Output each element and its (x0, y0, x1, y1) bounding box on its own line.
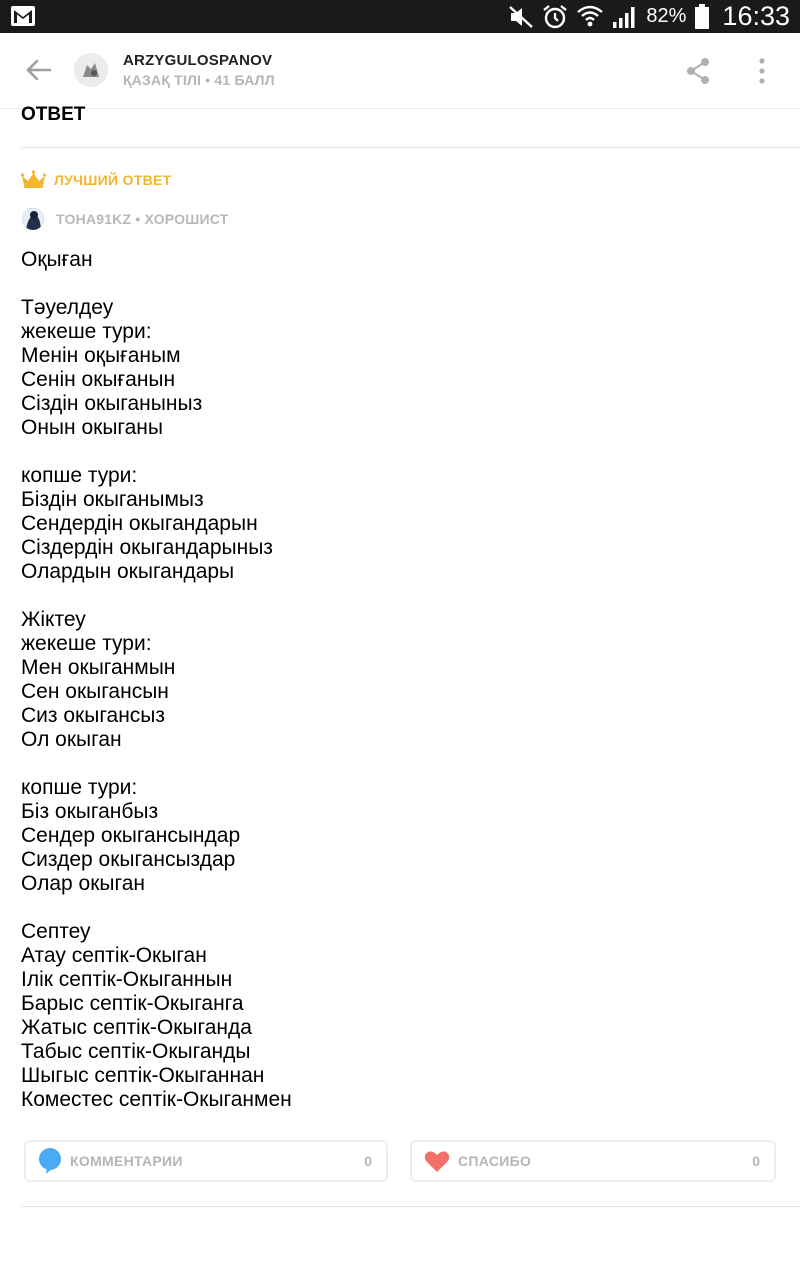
gmail-icon (11, 6, 35, 26)
answer-line: Сендер окыгансындар (21, 824, 241, 847)
battery-icon (694, 4, 710, 30)
answer-line: Олар окыган (21, 872, 145, 895)
answer-line: Сен окыгансын (21, 680, 169, 703)
answer-section-title: ОТВЕТ (21, 104, 86, 125)
divider (21, 147, 800, 148)
answer-line: Біздін окыганымыз (21, 488, 204, 511)
back-arrow-icon[interactable] (24, 58, 52, 82)
mute-icon (508, 5, 534, 29)
answer-line: копше тури: (21, 464, 138, 487)
answer-line: Олардын окыгандары (21, 560, 235, 583)
answer-line: Табыс септік-Окыганды (21, 1040, 251, 1063)
answer-line: Септеу (21, 920, 91, 943)
answer-blank-line (21, 272, 781, 296)
answer-line: Онын окыганы (21, 416, 163, 439)
answer-line: Оқыған (21, 248, 93, 271)
battery-percent: 82% (646, 5, 687, 27)
best-answer-badge (21, 168, 172, 192)
best-answer-label: ЛУЧШИЙ ОТВЕТ (54, 172, 172, 188)
answer-line: Сіздердін окыгандарыныз (21, 536, 273, 559)
answer-line: Шыгыс септік-Окыганнан (21, 1064, 265, 1087)
answer-blank-line (21, 584, 781, 608)
crown-icon (21, 170, 46, 190)
answer-line: Сиздер окыгансыздар (21, 848, 236, 871)
share-icon[interactable] (685, 57, 711, 85)
answer-line: Ол окыган (21, 728, 122, 751)
answer-line: Мен окыганмын (21, 656, 176, 679)
answer-line: Сіздін окыганыныз (21, 392, 203, 415)
thanks-count: 0 (752, 1153, 760, 1169)
answer-line: Жіктеу (21, 608, 86, 631)
answer-blank-line (21, 896, 781, 920)
thanks-button[interactable] (410, 1140, 776, 1182)
signal-icon (612, 5, 638, 29)
answer-line: Тәуелдеу (21, 296, 114, 319)
answer-line: копше тури: (21, 776, 138, 799)
comments-button[interactable] (24, 1140, 388, 1182)
answer-line: Біз окыганбыз (21, 800, 159, 823)
answer-line: Сиз окыгансыз (21, 704, 166, 727)
answer-line: Атау септік-Окыган (21, 944, 207, 967)
answer-author[interactable] (22, 207, 228, 231)
answer-line: Жатыс септік-Окыганда (21, 1016, 252, 1039)
status-bar (0, 0, 800, 33)
answer-line: Барыс септік-Окыганга (21, 992, 244, 1015)
wifi-icon (576, 4, 604, 30)
divider (21, 1206, 800, 1207)
answer-line: Сенін окығанын (21, 368, 176, 391)
author-name-rank[interactable]: TOHA91KZ • ХОРОШИСТ (56, 211, 229, 227)
heart-icon (424, 1150, 450, 1172)
comments-label: КОММЕНТАРИИ (70, 1153, 183, 1169)
comments-count: 0 (364, 1153, 372, 1169)
answer-line: Ілік септік-Окыганнын (21, 968, 233, 991)
comment-bubble-icon (38, 1148, 62, 1174)
answer-line: Коместес септік-Окыганмен (21, 1088, 292, 1111)
answer-blank-line (21, 752, 781, 776)
answer-line: Сендердін окыгандарын (21, 512, 258, 535)
clock: 16:33 (722, 1, 790, 31)
thanks-label: СПАСИБО (458, 1153, 532, 1169)
answer-line: жекеше тури: (21, 632, 152, 655)
user-avatar[interactable] (74, 53, 108, 87)
author-avatar[interactable] (22, 208, 44, 230)
answer-line: жекеше тури: (21, 320, 152, 343)
alarm-icon (542, 4, 568, 30)
subject-points: ҚАЗАҚ ТІЛІ • 41 БАЛЛ (123, 72, 275, 88)
answer-line: Менін оқығаным (21, 344, 181, 367)
username[interactable]: ARZYGULOSPANOV (123, 52, 273, 69)
more-vertical-icon[interactable] (752, 57, 772, 85)
app-bar (0, 33, 800, 109)
answer-text (21, 248, 781, 1112)
answer-blank-line (21, 440, 781, 464)
